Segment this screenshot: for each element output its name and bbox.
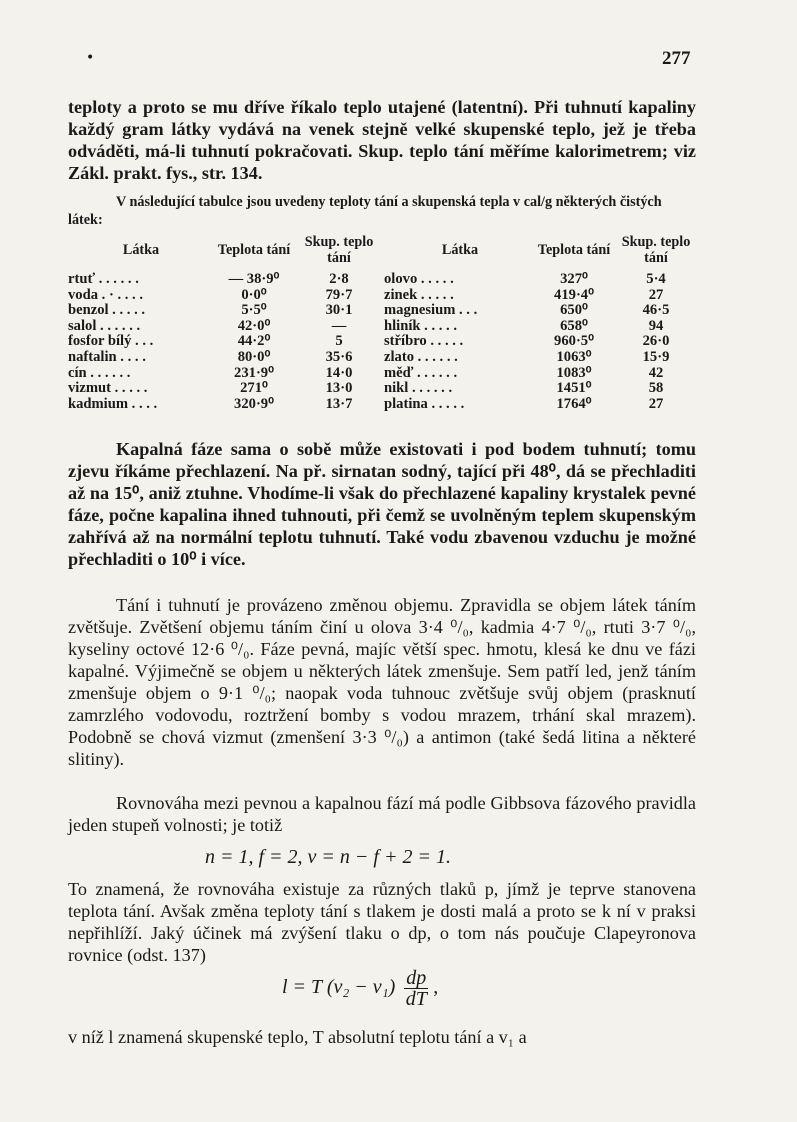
latent-heat: 13·0 [325, 380, 353, 397]
substance-name: hliník . . . . . [384, 317, 457, 334]
fraction-denominator: dT [405, 988, 427, 1010]
substance-name: nikl . . . . . . [384, 380, 453, 397]
melting-temp: 419·4⁰ [554, 286, 594, 303]
melting-temp: 80·0⁰ [237, 348, 271, 365]
substance-name: naftalin . . . . [68, 348, 146, 365]
melting-temp: — 38·9⁰ [228, 271, 280, 287]
latent-heat: 15·9 [642, 348, 670, 365]
equation-phase-rule: n = 1, f = 2, v = n − f + 2 = 1. [205, 846, 451, 868]
latent-heat: 27 [648, 286, 664, 303]
latent-heat: 14·0 [325, 364, 353, 381]
latent-heat: 27 [648, 395, 664, 412]
melting-table [68, 234, 700, 412]
melting-temp: 42·0⁰ [237, 317, 271, 334]
latent-heat: 13·7 [325, 395, 353, 412]
page-marker: • [86, 50, 95, 66]
substance-name: rtuť . . . . . . [68, 271, 139, 287]
table-intro: V následující tabulce jsou uvedeny teploty tání a skupenská tepla v cal/g některých čistých látek: [68, 194, 662, 228]
col-header-melting-temp: Teplota tání [217, 242, 291, 258]
table-row [68, 397, 700, 413]
substance-name: kadmium . . . . [68, 395, 158, 412]
melting-temp: 960·5⁰ [554, 333, 594, 350]
substance-name: fosfor bílý . . . [68, 333, 154, 350]
substance-name: voda . · . . . . [68, 286, 144, 303]
paragraph-volume-change: Tání i tuhnutí je provázeno změnou objemu. Zpravidla se objem látek táním zvětšuje. Zvětšení objemu táním činí u olova 3·4 ⁰/₀, kadmia 4·7 ⁰/₀, rtuti 3·7 ⁰/₀, kyseliny octové 12·6 ⁰/₀. Fáze pevná, majíc větší spec. hmotu, klesá ke dnu ve fázi kapalné. Výjimečně se objem u některých látek zmenšuje. Sem patří led, jenž táním zmenšuje objem o 9·1 ⁰/₀; naopak voda tuhnouc zvětšuje svůj objem (prasknutí zamrzlého vodovodu, roztržení bomby s vodou mrazem, trhání skal mrazem). Podobně se chová vizmut (zmenšení 3·3 ⁰/₀) a antimon (také šedá litina a některé slitiny). [68, 595, 696, 769]
col-header-substance: Látka [441, 242, 479, 258]
latent-heat: 5·4 [646, 271, 666, 287]
clapeyron-fraction [404, 968, 428, 1009]
table-row [68, 303, 700, 319]
melting-temp: 650⁰ [560, 302, 588, 319]
latent-heat: 2·8 [329, 271, 349, 287]
latent-heat: 5 [335, 333, 343, 350]
substance-name: salol . . . . . . [68, 317, 141, 334]
paragraph-closing: v níž l znamená skupenské teplo, T absolutní teplotu tání a v₁ a [68, 1027, 527, 1047]
substance-name: magnesium . . . [384, 302, 478, 319]
melting-temp: 320·9⁰ [234, 395, 274, 412]
table-row [68, 366, 700, 382]
melting-temp: 1764⁰ [556, 395, 592, 412]
substance-name: platina . . . . . [384, 395, 465, 412]
table-row [68, 272, 700, 288]
melting-temp: 1083⁰ [556, 364, 592, 381]
page-number: 277 [662, 48, 691, 69]
latent-heat: 94 [648, 317, 664, 334]
substance-name: zinek . . . . . [384, 286, 454, 303]
substance-name: vizmut . . . . . [68, 380, 148, 397]
substance-name: olovo . . . . . [384, 271, 454, 287]
paragraph-supercooling: Kapalná fáze sama o sobě může existovati i pod bodem tuhnutí; tomu zjevu říkáme přechlazení. Na př. sirnatan sodný, tající při 48⁰, dá se přechladiti až na 15⁰, aniž ztuhne. Vhodíme-li však do přechlazené kapaliny krystalek pevné fáze, počne kapalina ihned tuhnouti, při čemž se uvolněným teplem skupenským zahřívá až na normální teplotu tuhnutí. Také vodu zbavenou vzduchu je možné přechladiti o 10⁰ i více. [68, 439, 696, 569]
melting-temp: 271⁰ [240, 380, 268, 397]
col-header-melting-temp: Teplota tání [537, 242, 611, 258]
latent-heat: 30·1 [325, 302, 353, 319]
table-row [68, 350, 700, 366]
fraction-numerator: dp [406, 967, 427, 989]
table-row [68, 319, 700, 335]
clapeyron-lhs: l = T (v₂ − v₁) [282, 976, 396, 999]
melting-temp: 44·2⁰ [237, 333, 271, 350]
melting-temp: 327⁰ [560, 271, 588, 287]
table-row [68, 288, 700, 304]
latent-heat: 26·0 [642, 333, 670, 350]
latent-heat: 46·5 [642, 302, 670, 319]
latent-heat: 58 [648, 380, 664, 397]
latent-heat: 42 [648, 364, 664, 381]
latent-heat: 79·7 [325, 286, 353, 303]
latent-heat: — [331, 317, 347, 334]
substance-name: stříbro . . . . . [384, 333, 464, 350]
equation-comma: , [433, 976, 439, 999]
table-row [68, 334, 700, 350]
col-header-latent-heat: Skup. teplo tání [621, 234, 691, 266]
substance-name: zlato . . . . . . [384, 348, 458, 365]
melting-temp: 658⁰ [560, 317, 588, 334]
paragraph-clapeyron: To znamená, že rovnováha existuje za různých tlaků p, jímž je teprve stanovena teplota tání. Avšak změna teploty tání s tlakem je dosti malá a proto se k ní v praksi nepřihlíží. Jaký účinek má zvýšení tlaku o dp, o tom nás poučuje Clapeyronova rovnice (odst. 137) [68, 879, 696, 965]
substance-name: měď . . . . . . [384, 364, 458, 381]
equation-clapeyron [282, 968, 438, 1009]
substance-name: benzol . . . . . [68, 302, 146, 319]
paragraph-latent-heat: teploty a proto se mu dříve říkalo teplo utajené (latentní). Při tuhnutí kapaliny každý gram látky vydává na venek stejně velké skupenské teplo, jež je třeba odváděti, má-li tuhnutí pokračovati. Skup. teplo tání měříme kalorimetrem; viz Zákl. prakt. fys., str. 134. [68, 97, 696, 183]
col-header-latent-heat: Skup. teplo tání [304, 234, 374, 266]
melting-temp: 0·0⁰ [241, 286, 267, 303]
latent-heat: 35·6 [325, 348, 353, 365]
melting-temp: 1451⁰ [556, 380, 592, 397]
melting-temp: 5·5⁰ [241, 302, 267, 319]
col-header-substance: Látka [122, 242, 160, 258]
substance-name: cín . . . . . . [68, 364, 131, 381]
melting-temp: 1063⁰ [556, 348, 592, 365]
paragraph-gibbs-rule: Rovnováha mezi pevnou a kapalnou fází má podle Gibbsova fázového pravidla jeden stupeň volnosti; je totiž [68, 793, 696, 835]
table-row [68, 381, 700, 397]
melting-temp: 231·9⁰ [234, 364, 274, 381]
